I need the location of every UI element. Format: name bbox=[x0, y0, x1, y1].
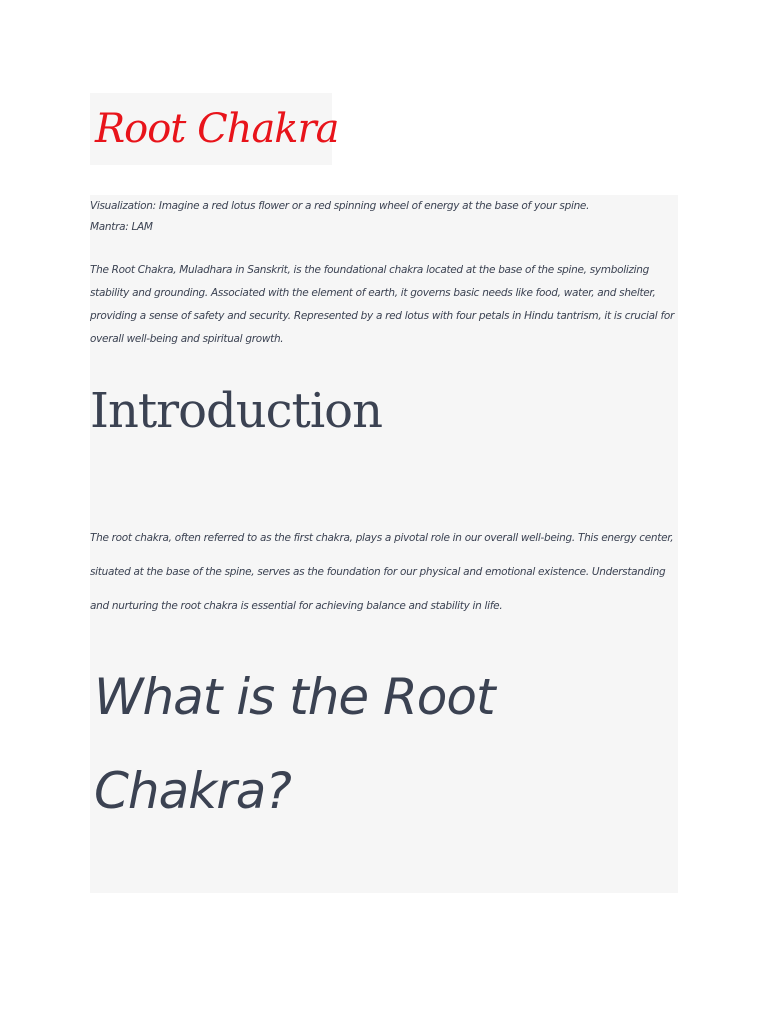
what-is-heading: What is the Root Chakra? bbox=[94, 668, 495, 820]
introduction-paragraph: The root chakra, often referred to as the first chakra, plays a pivotal role in our overall well-being. This energy center, situated at the base of the spine, serves as the foundation for our physical and emotional existence. Understanding and nurturing the root chakra is essential for achieving balance and stability in life. bbox=[90, 532, 674, 612]
introduction-heading: Introduction bbox=[90, 383, 382, 439]
title-box bbox=[90, 93, 339, 165]
mantra-text: Mantra: LAM bbox=[90, 221, 153, 233]
page-title: Root Chakra bbox=[95, 106, 339, 152]
visualization-text: Visualization: Imagine a red lotus flower or a red spinning wheel of energy at the base of your spine. bbox=[90, 200, 590, 212]
content-panel bbox=[90, 195, 678, 893]
description-paragraph: The Root Chakra, Muladhara in Sanskrit, is the foundational chakra located at the base of the spine, symbolizing stability and grounding. Associated with the element of earth, it governs basic needs like food, water, and shelter, providing a sense of safety and security. Represented by a red lotus with four petals in Hindu tantrism, it is crucial for overall well-being and spiritual growth. bbox=[90, 264, 674, 345]
